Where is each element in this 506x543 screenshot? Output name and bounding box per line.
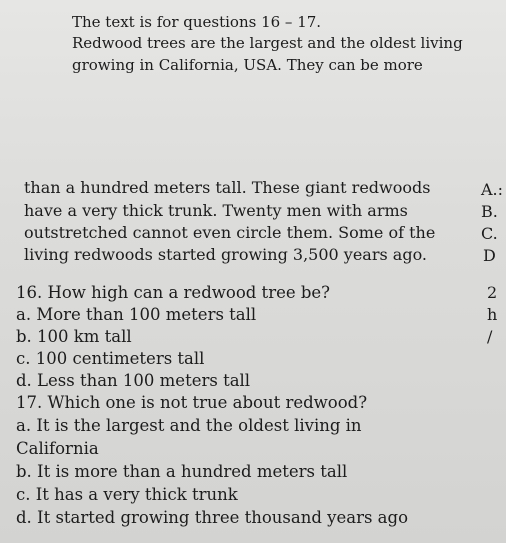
- question-17-stem: 17. Which one is not true about redwood?: [16, 393, 368, 412]
- right-column-fragment: D: [483, 246, 496, 265]
- passage-line: Redwood trees are the largest and the oldest living: [72, 34, 463, 52]
- question-17-option-a-continued[interactable]: California: [16, 439, 99, 458]
- question-17-option-a[interactable]: a. It is the largest and the oldest living in: [16, 416, 362, 435]
- passage-line: than a hundred meters tall. These giant redwoods: [24, 178, 431, 197]
- right-column-fragment: 2: [487, 283, 498, 302]
- question-16-option-c[interactable]: c. 100 centimeters tall: [16, 349, 205, 368]
- question-16-stem: 16. How high can a redwood tree be?: [16, 283, 331, 302]
- passage-line: living redwoods started growing 3,500 years ago.: [24, 245, 428, 264]
- question-17-option-c[interactable]: c. It has a very thick trunk: [16, 485, 238, 504]
- question-17-option-b[interactable]: b. It is more than a hundred meters tall: [16, 462, 348, 481]
- question-16-option-b[interactable]: b. 100 km tall: [16, 327, 132, 346]
- question-16-option-d[interactable]: d. Less than 100 meters tall: [16, 371, 251, 390]
- passage-line: growing in California, USA. They can be more: [72, 56, 423, 74]
- right-column-fragment: B.: [481, 202, 498, 221]
- right-column-fragment: A.:: [481, 180, 504, 199]
- passage-line: outstretched cannot even circle them. Some of the: [24, 223, 436, 242]
- right-column-fragment: C.: [481, 224, 498, 243]
- passage-line: have a very thick trunk. Twenty men with arms: [24, 201, 408, 220]
- passage-intro: The text is for questions 16 – 17.: [72, 13, 322, 31]
- right-column-fragment: /: [487, 327, 493, 346]
- question-16-option-a[interactable]: a. More than 100 meters tall: [16, 305, 257, 324]
- right-column-fragment: h: [487, 305, 498, 324]
- question-17-option-d[interactable]: d. It started growing three thousand years ago: [16, 508, 409, 527]
